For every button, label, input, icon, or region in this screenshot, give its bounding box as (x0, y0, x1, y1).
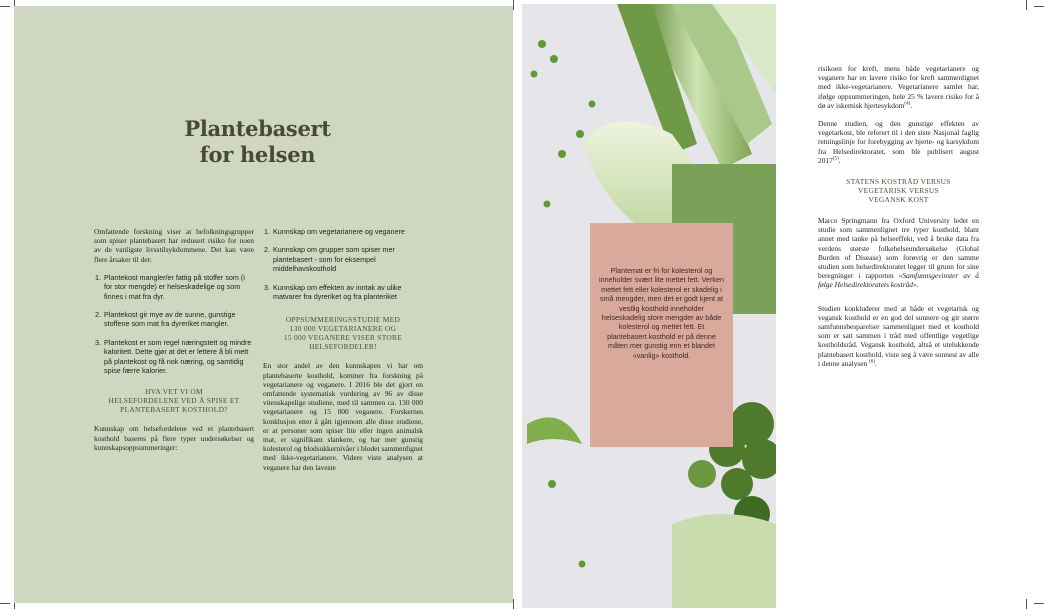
crop-mark (1034, 6, 1044, 7)
title-line: for helsen (199, 142, 316, 167)
heading-line: OPPSUMMERINGSSTUDIE MED (285, 315, 401, 325)
knowledge-list (263, 227, 423, 301)
section-heading (94, 387, 254, 414)
list-item: 1. Plantekost mangler/er fattig på stoffer som (i for stor mengde) er helseskadelige og som finnes i mat fra dyr. (103, 273, 254, 301)
title-line: Plantebasert (184, 116, 331, 141)
section-heading (818, 177, 979, 204)
reasons-list (94, 273, 254, 376)
heading-line: 130 000 VEGETARIANERE OG (289, 324, 397, 334)
info-callout-box (590, 223, 733, 447)
section-heading (263, 315, 423, 351)
list-item: 2. Kunnskap om grupper som spiser mer plantebasert - som for eksempel middelhavskosthold (272, 245, 423, 273)
heading-line: HELSEFORDELER! (309, 342, 377, 352)
report-title: «Samfunnsgevinster av å følge Helsedirektoratets kostråd» (818, 271, 979, 290)
crop-mark (1026, 599, 1027, 609)
crop-mark (513, 599, 514, 609)
body-paragraph: risikoen for kreft, mens både vegetarianere og veganere har en lavere risiko for kreft sammenlignet med ikke-vegetarianere. Vegetarianere samlet har, ifølge oppsummeringen, hele 25 % lavere risiko for å dø av iskemisk hjertesykdom$^{(4)}$. (818, 64, 979, 110)
reference-number: (6) (869, 359, 875, 365)
reference-number: (4) (904, 101, 911, 107)
heading-line: STATENS KOSTRÅD VERSUS (846, 177, 951, 187)
heading-line: PLANTEBASERT KOSTHOLD? (120, 405, 228, 415)
right-text-column (818, 64, 979, 377)
page-title (0, 116, 515, 168)
middle-text-column (263, 227, 423, 481)
paragraph-text: Marco Springmann fra Oxford University ledet en studie som sammenlignet tre typer kosthold, blant annet med tanke på helseeffekt, ved å bruke data fra verdens største folkehelseundersøkelse (Global Burden of Disease) som forøvrig er den samme studien som helsedirektoratet legger til grunn for sine beregninger i rapporten (818, 216, 979, 281)
crop-mark (1026, 0, 1027, 10)
list-item: 1. Kunnskap om vegetarianere og veganere (272, 227, 423, 236)
body-paragraph: Denne studien, og den gunstige effekten av vegetarkost, ble referert til i den siste Nasjonal faglig retningslinje for forebygging av hjerte- og karsykdom fra Helsedirektoratet, som ble publisert august 2017$^{(5)}$. (818, 119, 979, 165)
body-paragraph: Marco Springmann fra Oxford University ledet en studie som sammenlignet tre typer kosthold, blant annet med tanke på helseeffekt, ved å bruke data fra verdens største folkehelseundersøkelse (Global Burden of Disease) som forøvrig er den samme studien som helsedirektoratet legger til grunn for sine beregninger i rapporten «Samfunnsgevinster av å følge Helsedirektoratets kostråd». (818, 216, 979, 290)
paragraph-text: Studien konkluderer med at både et vegetarisk og vegansk kosthold er en god del sunnere og gir større samfunnsbesparelser sammenlignet med et kosthold som er satt sammen i tråd med offentlige vegetlige kostholdsråd. Vegansk kosthold, altså et utelukkende plantebasert kosthold, viste seg å være sunnest av alle i denne analysen (818, 303, 979, 368)
crop-mark (0, 603, 10, 604)
left-text-column (94, 227, 254, 461)
paragraph-text: Denne studien, og den gunstige effekten av vegetarkost, ble referert til i den siste Nasjonal faglig retningslinje for forebygging av hjerte- og karsykdom fra Helsedirektoratet, som ble publisert august 2017 (818, 119, 979, 165)
list-item: 3. Plantekost er som regel næringstett og mindre kaloritett. Dette gjør at det er lettere å bli mett på plantekost og få nok næring, og samtidig spise færre kalorier. (103, 338, 254, 376)
crop-mark (1034, 603, 1044, 604)
list-item: 2. Plantekost gir mye av de sunne, gunstige stoffene som mat fra dyreriket mangler. (103, 310, 254, 329)
intro-paragraph: Omfattende forskning viser at befolkningsgrupper som spiser plantebasert har redusert risiko for noen av de vanligste livsstilsykdommene. Det kan være flere årsaker til det: (94, 227, 254, 264)
paragraph-text: risikoen for kreft, mens både vegetarianere og veganere har en lavere risiko for kreft sammenlignet med ikke-vegetarianere. Vegetarianere samlet har, ifølge oppsummeringen, hele 25 % lavere risiko for å dø av iskemisk hjertesykdom (818, 64, 979, 110)
heading-line: 15 000 VEGANERE VISER STORE (283, 333, 403, 343)
list-item: 3. Kunnskap om effekten av inntak av ulike matvarer fra dyreriket og fra planteriket (272, 283, 423, 302)
heading-line: VEGETARISK VERSUS (858, 186, 939, 196)
body-paragraph: Kunnskap om helsefordelene ved et plantebasert kosthold baseres på flere typer undersøkelser og kunnskapsoppsummeringer: (94, 424, 254, 452)
heading-line: VEGANSK KOST (868, 195, 929, 205)
reference-number: (5) (832, 156, 839, 162)
body-paragraph: Studien konkluderer med at både et vegetarisk og vegansk kosthold er en god del sunnere og gir større samfunnsbesparelser sammenlignet med et kosthold som er satt sammen i tråd med offentlige vegetlige kostholdsråd. Vegansk kosthold, altså et utelukkende plantebasert kosthold, viste seg å være sunnest av alle i denne analysen $^{(6)}$. (818, 303, 979, 368)
heading-line: HELSEFORDELENE VED Å SPISE ET (108, 396, 240, 406)
leaf (672, 514, 776, 608)
body-paragraph: En stor andel av den kunnskapen vi har om plantebaserte kosthold, kommer fra forskning på vegetarianere og veganere. I 2016 ble det gjort en omfattende systematisk vurdering av 96 av disse vitenskapelige studiene, med til sammen ca. 130 000 vegetarianere og 15 000 veganere. Forskernes konklusjon etter å gått igjennom alle disse studiene, er at personer som spiser lite eller ingen animalsk mat, er signifikant slankere, og har mer gunstig kolesterol og blodsukkernivåer i blodet sammenlignet med ikke-vegetarianere. Videre viste analysen at veganere har den laveste (263, 361, 423, 472)
crop-mark (0, 6, 10, 7)
crop-mark (513, 0, 514, 10)
callout-text: Plantemat er fri for kolesterol og inneholder svært lite mettet fett. Verken mettet fett eller kolesterol er skadelig i små mengder, men det er godt kjent at vestlig kosthold inneholder helseskadelig store mengder av både kolesterol og mettet fett. Et plantebasert kosthold er på denne måten mer gunstig enn et blandet «vanlig» kosthold. (598, 266, 725, 360)
heading-line: HVA VET VI OM (145, 387, 203, 397)
